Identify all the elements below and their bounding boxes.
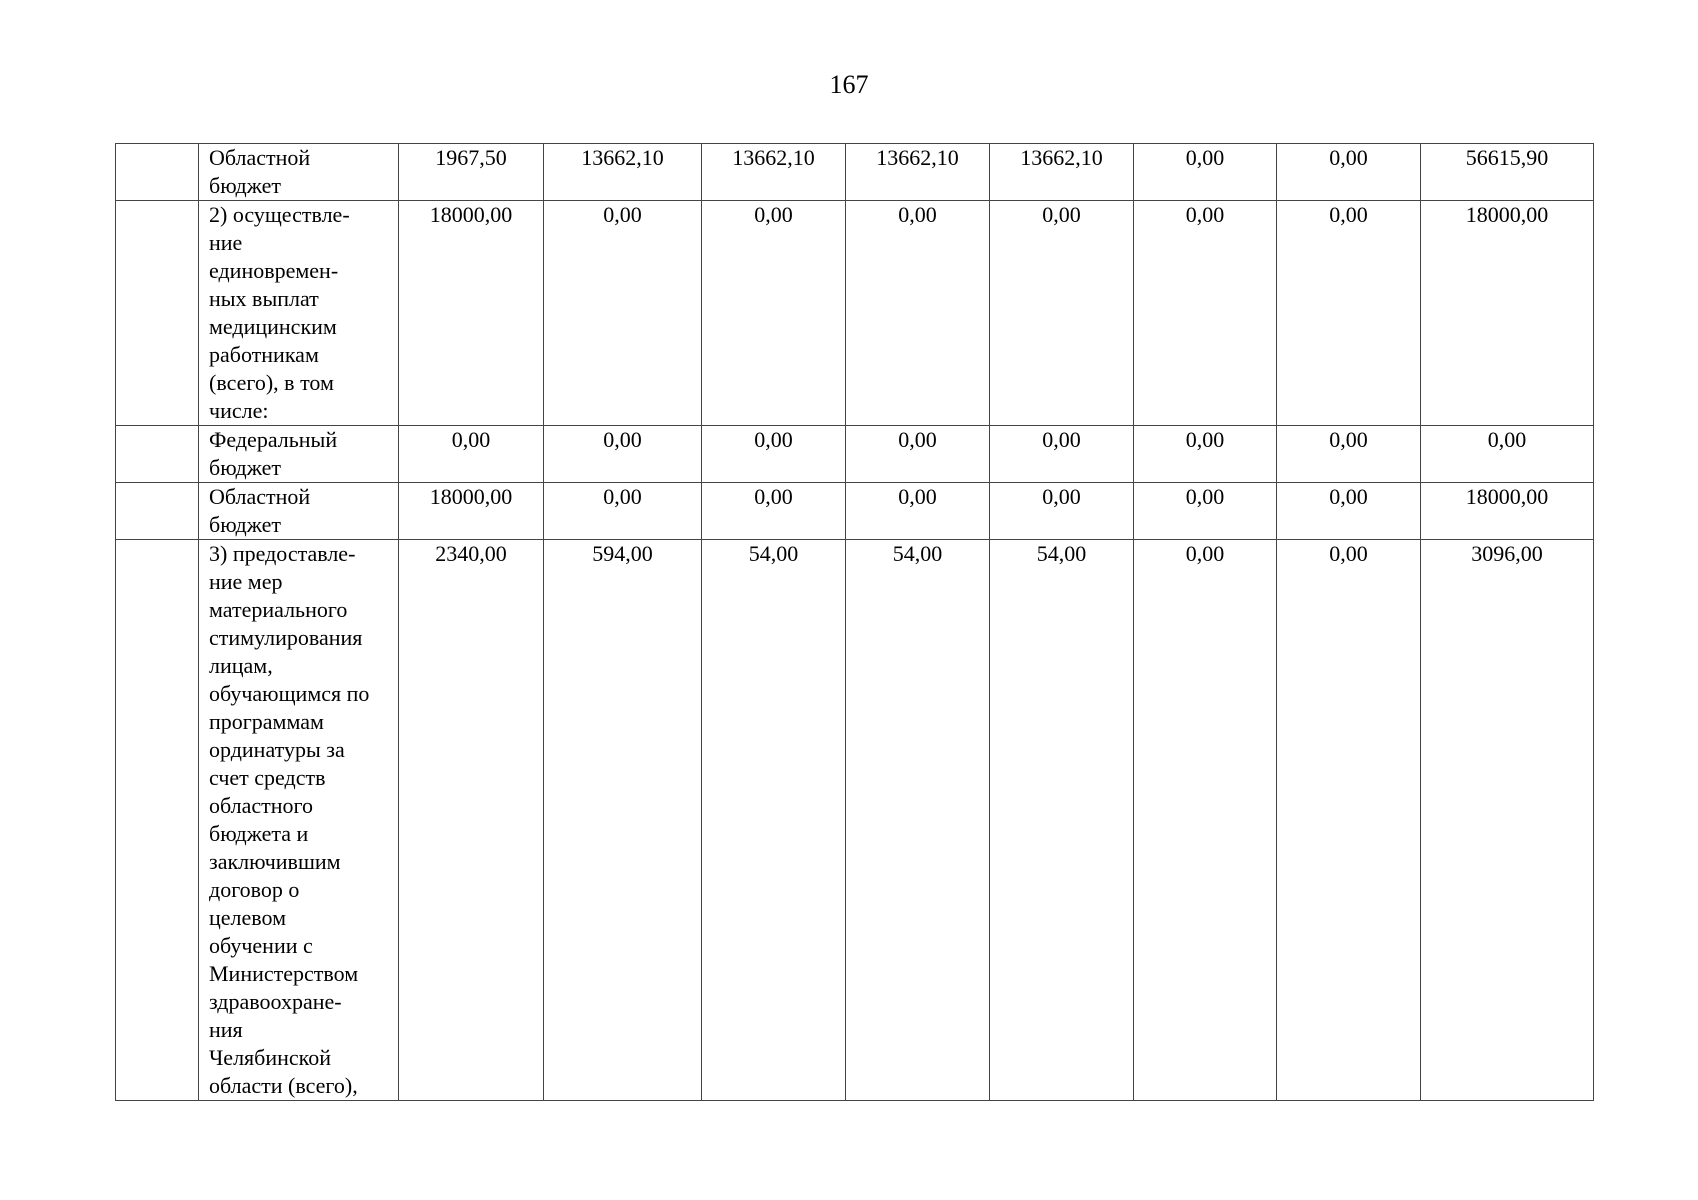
- row-number-cell: [116, 483, 199, 540]
- description-text: Областной бюджет: [209, 484, 311, 537]
- value-cell: 0,00: [1277, 144, 1421, 201]
- value-cell: 18000,00: [1421, 483, 1594, 540]
- value-cell: 0,00: [1134, 483, 1277, 540]
- value-cell: 0,00: [1277, 483, 1421, 540]
- description-text: 3) предоставле- ние мер материального стимулирования лицам, обучающимся по программам ординатуры за счет средств областного бюджета и заключившим договор о целевом обучении с Министерством здравоохране- ния Челябинской области (всего),: [209, 541, 370, 1098]
- value-cell: 0,00: [1134, 201, 1277, 426]
- page-number: 167: [829, 70, 869, 99]
- value-cell: 0,00: [702, 483, 846, 540]
- table-row: [116, 483, 1594, 540]
- value-cell: 0,00: [1134, 144, 1277, 201]
- value-cell: 594,00: [544, 540, 702, 1101]
- row-number-cell: [116, 144, 199, 201]
- value-cell: 18000,00: [399, 201, 544, 426]
- row-number-cell: [116, 201, 199, 426]
- description-cell: [199, 540, 399, 1101]
- value-cell: 0,00: [1134, 426, 1277, 483]
- value-cell: 0,00: [846, 483, 990, 540]
- description-text: Областной бюджет: [209, 145, 311, 198]
- table-row: [116, 540, 1594, 1101]
- value-cell: 13662,10: [544, 144, 702, 201]
- value-cell: 0,00: [702, 201, 846, 426]
- value-cell: 13662,10: [990, 144, 1134, 201]
- value-cell: 56615,90: [1421, 144, 1594, 201]
- value-cell: 1967,50: [399, 144, 544, 201]
- value-cell: 54,00: [846, 540, 990, 1101]
- value-cell: 0,00: [1134, 540, 1277, 1101]
- value-cell: 0,00: [1277, 540, 1421, 1101]
- value-cell: 0,00: [544, 201, 702, 426]
- value-cell: 0,00: [990, 426, 1134, 483]
- value-cell: 0,00: [544, 426, 702, 483]
- value-cell: 0,00: [1421, 426, 1594, 483]
- table-body: [116, 144, 1594, 1101]
- value-cell: 0,00: [544, 483, 702, 540]
- value-cell: 0,00: [1277, 426, 1421, 483]
- value-cell: 0,00: [990, 483, 1134, 540]
- table-row: [116, 426, 1594, 483]
- description-cell: [199, 483, 399, 540]
- row-number-cell: [116, 426, 199, 483]
- value-cell: 0,00: [399, 426, 544, 483]
- description-text: 2) осуществле- ние единовремен- ных выплат медицинским работникам (всего), в том числе:: [209, 202, 350, 423]
- value-cell: 13662,10: [846, 144, 990, 201]
- table-row: [116, 144, 1594, 201]
- value-cell: 54,00: [702, 540, 846, 1101]
- value-cell: 18000,00: [1421, 201, 1594, 426]
- description-text: Федеральный бюджет: [209, 427, 338, 480]
- value-cell: 2340,00: [399, 540, 544, 1101]
- value-cell: 0,00: [990, 201, 1134, 426]
- value-cell: 18000,00: [399, 483, 544, 540]
- value-cell: 3096,00: [1421, 540, 1594, 1101]
- value-cell: 54,00: [990, 540, 1134, 1101]
- description-cell: [199, 201, 399, 426]
- value-cell: 13662,10: [702, 144, 846, 201]
- value-cell: 0,00: [702, 426, 846, 483]
- value-cell: 0,00: [846, 201, 990, 426]
- value-cell: 0,00: [1277, 201, 1421, 426]
- value-cell: 0,00: [846, 426, 990, 483]
- budget-table: [115, 143, 1594, 1101]
- description-cell: [199, 144, 399, 201]
- row-number-cell: [116, 540, 199, 1101]
- table-row: [116, 201, 1594, 426]
- description-cell: [199, 426, 399, 483]
